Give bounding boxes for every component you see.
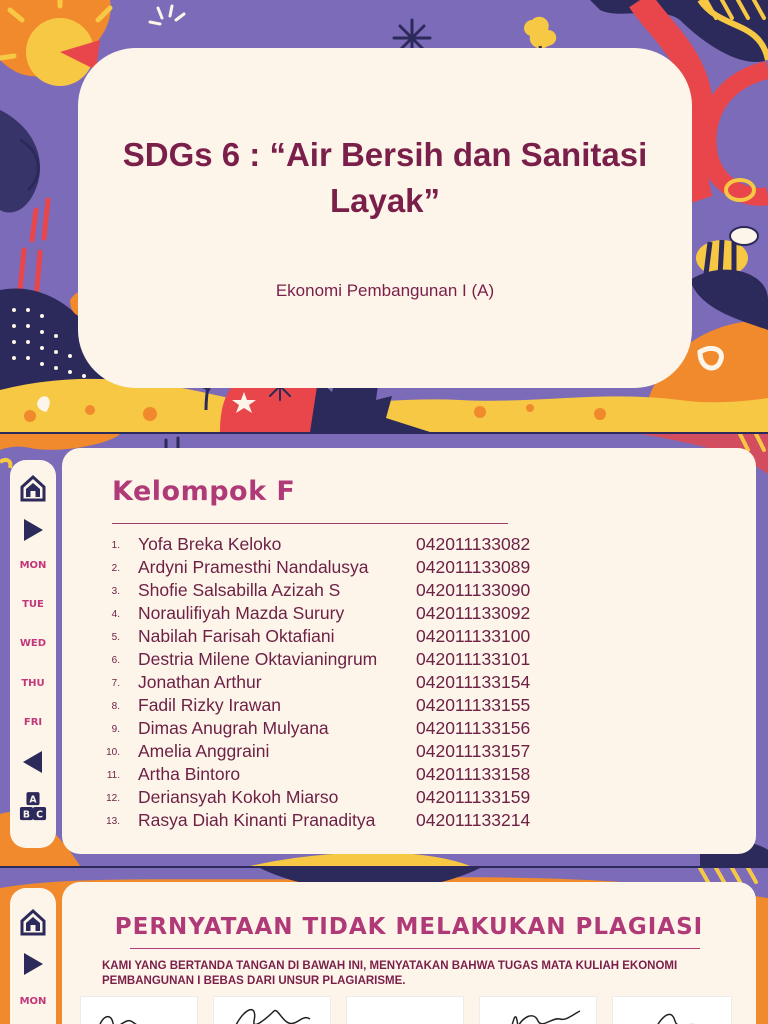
signature-image — [480, 997, 596, 1024]
bee-icon — [696, 227, 758, 276]
member-nim: 042011133089 — [416, 557, 531, 577]
day-tue[interactable]: TUE — [22, 599, 44, 610]
member-name: Ardyni Pramesthi Nandalusya — [138, 557, 369, 577]
member-nim: 042011133159 — [416, 787, 531, 807]
navigation-sidebar — [10, 888, 56, 1024]
member-number: 2. — [111, 563, 120, 574]
abc-letter: B — [22, 809, 31, 821]
member-name: Noraulifiyah Mazda Surury — [138, 603, 345, 623]
member-name: Shofie Salsabilla Azizah S — [138, 580, 341, 600]
title-divider — [130, 948, 700, 949]
member-number: 6. — [111, 655, 120, 666]
member-name: Amelia Anggraini — [138, 741, 270, 761]
member-name: Nabilah Farisah Oktafiani — [138, 626, 335, 646]
member-nim: 042011133082 — [416, 534, 531, 554]
member-number: 7. — [111, 678, 120, 689]
signature-box — [213, 996, 331, 1024]
member-nim: 042011133157 — [416, 741, 531, 761]
signature-image — [214, 997, 330, 1024]
day-thu[interactable]: THU — [21, 678, 45, 689]
member-name: Destria Milene Oktavianingrum — [138, 649, 378, 669]
day-wed[interactable]: WED — [19, 638, 47, 649]
member-name: Artha Bintoro — [138, 764, 241, 784]
day-mon[interactable]: MON — [19, 996, 47, 1007]
abc-blocks-icon[interactable] — [19, 790, 47, 824]
next-arrow-icon[interactable] — [19, 516, 47, 544]
member-name: Dimas Anugrah Mulyana — [138, 718, 329, 738]
member-number: 3. — [111, 586, 120, 597]
signature-image — [613, 997, 731, 1024]
member-nim: 042011133155 — [416, 695, 531, 715]
member-number: 9. — [111, 724, 120, 735]
plagiarism-slide — [0, 868, 768, 1024]
member-nim: 042011133158 — [416, 764, 531, 784]
member-name: Yofa Breka Keloko — [138, 534, 282, 554]
plagiarism-title: PERNYATAAN TIDAK MELAKUKAN PLAGIASI — [114, 914, 704, 940]
member-name: Fadil Rizky Irawan — [138, 695, 281, 715]
member-nim: 042011133214 — [416, 810, 531, 830]
member-nim: 042011133101 — [416, 649, 531, 669]
member-nim: 042011133090 — [416, 580, 531, 600]
signature-box — [479, 996, 597, 1024]
member-number: 5. — [111, 632, 120, 643]
title-divider — [112, 523, 508, 524]
group-title: Kelompok F — [112, 476, 296, 507]
signature-box — [80, 996, 198, 1024]
member-nim: 042011133156 — [416, 718, 531, 738]
member-number: 4. — [111, 609, 120, 620]
abc-letter: A — [29, 794, 37, 806]
member-number: 8. — [111, 701, 120, 712]
members-slide — [0, 434, 768, 866]
day-fri[interactable]: FRI — [23, 717, 43, 728]
signature-box — [612, 996, 732, 1024]
home-icon[interactable] — [19, 908, 47, 936]
prev-arrow-icon[interactable] — [19, 748, 47, 776]
member-number: 10. — [106, 747, 120, 758]
day-mon[interactable]: MON — [19, 560, 47, 571]
next-arrow-icon[interactable] — [19, 950, 47, 978]
member-number: 13. — [106, 816, 120, 827]
member-name: Rasya Diah Kinanti Pranaditya — [138, 810, 376, 830]
title-slide — [0, 0, 768, 432]
signature-image — [347, 997, 463, 1024]
home-icon[interactable] — [19, 474, 47, 502]
member-nim: 042011133100 — [416, 626, 531, 646]
member-number: 11. — [106, 770, 120, 781]
member-name: Deriansyah Kokoh Miarso — [138, 787, 339, 807]
course-subtitle: Ekonomi Pembangunan I (A) — [275, 281, 495, 300]
signature-image — [81, 997, 197, 1024]
presentation-title: SDGs 6 : “Air Bersih dan Sanitasi Layak” — [122, 136, 648, 219]
signature-box — [346, 996, 464, 1024]
member-nim: 042011133092 — [416, 603, 531, 623]
member-number: 1. — [111, 540, 120, 551]
abc-letter: C — [36, 809, 43, 821]
member-nim: 042011133154 — [416, 672, 531, 692]
navigation-sidebar — [10, 460, 56, 848]
plagiarism-statement: KAMI YANG BERTANDA TANGAN DI BAWAH INI, MENYATAKAN BAHWA TUGAS MATA KULIAH EKONOMI PEMBANGUNAN I BEBAS DARI UNSUR PLAGIARISME. — [102, 960, 678, 987]
member-number: 12. — [106, 793, 120, 804]
member-name: Jonathan Arthur — [138, 672, 262, 692]
